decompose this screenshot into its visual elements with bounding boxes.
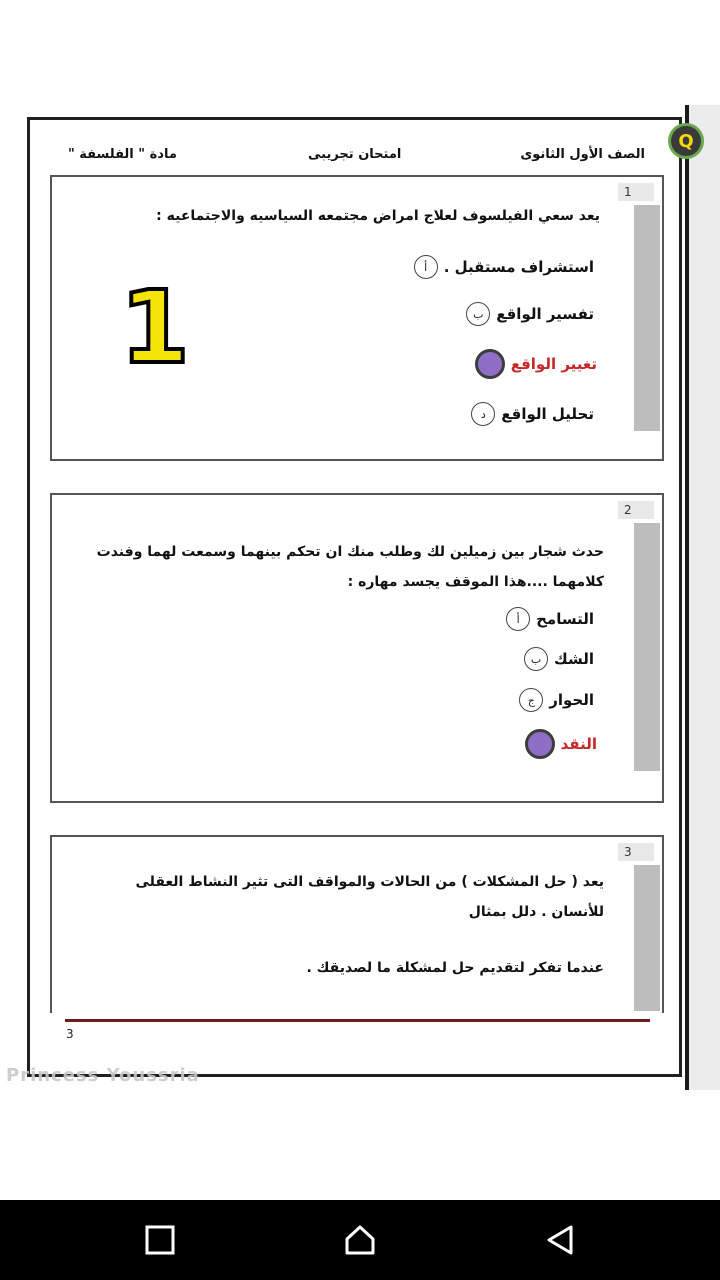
question-text: يعد سعي الفيلسوف لعلاج امراض مجتمعه السياسيه والاجتماعيه : bbox=[156, 208, 600, 224]
question-number: 1 bbox=[618, 183, 654, 201]
question-3-box bbox=[50, 835, 664, 1013]
exam-document bbox=[0, 105, 720, 1090]
option-text: تفسير الواقع bbox=[496, 305, 594, 323]
question-text-line-1: يعد ( حل المشكلات ) من الحالات والمواقف التى تثير النشاط العقلى bbox=[135, 874, 604, 890]
option-text: الشك bbox=[553, 650, 594, 668]
option-d[interactable] bbox=[471, 402, 594, 426]
navigation-bar bbox=[0, 1200, 720, 1280]
option-text: تغيير الواقع bbox=[510, 355, 597, 373]
annotation-number: 1 bbox=[120, 269, 190, 386]
selected-radio-icon bbox=[525, 729, 555, 759]
back-button[interactable] bbox=[540, 1220, 580, 1260]
option-a[interactable] bbox=[506, 607, 594, 631]
selected-radio-icon bbox=[475, 349, 505, 379]
option-c-selected[interactable] bbox=[475, 349, 597, 379]
watermark: Princess Youssria bbox=[6, 1065, 200, 1086]
option-text: استشراف مستقبل . bbox=[443, 258, 594, 276]
option-text: الحوار bbox=[549, 691, 594, 709]
option-letter: ب bbox=[466, 302, 490, 326]
option-a[interactable] bbox=[414, 255, 594, 279]
option-text: النقد bbox=[560, 735, 597, 753]
question-side-bar bbox=[634, 865, 660, 1011]
header-grade: الصف الأول الثانوى bbox=[520, 147, 645, 162]
header-subject: مادة " الفلسفة " bbox=[68, 147, 177, 162]
question-number: 2 bbox=[618, 501, 654, 519]
square-icon bbox=[144, 1224, 176, 1256]
question-side-bar bbox=[634, 523, 660, 771]
answer-text: عندما تفكر لتقديم حل لمشكلة ما لصديقك . bbox=[306, 960, 604, 976]
question-2-box bbox=[50, 493, 664, 803]
page-edge bbox=[685, 105, 720, 1090]
option-letter: د bbox=[471, 402, 495, 426]
option-letter: ج bbox=[519, 688, 543, 712]
question-text-line-1: حدث شجار بين زميلين لك وطلب منك ان تحكم بينهما وسمعت لهما وفندت bbox=[96, 544, 604, 560]
option-letter: أ bbox=[506, 607, 530, 631]
question-number: 3 bbox=[618, 843, 654, 861]
option-c[interactable] bbox=[519, 688, 594, 712]
option-letter: ب bbox=[524, 647, 548, 671]
option-b[interactable] bbox=[466, 302, 594, 326]
option-d-selected[interactable] bbox=[525, 729, 597, 759]
header-exam: امتحان تجريبى bbox=[308, 147, 402, 162]
option-text: تحليل الواقع bbox=[501, 405, 594, 423]
home-button[interactable] bbox=[340, 1220, 380, 1260]
back-triangle-icon bbox=[543, 1223, 577, 1257]
option-text: التسامح bbox=[536, 610, 594, 628]
logo-icon: Q bbox=[668, 123, 704, 159]
question-text-line-2: للأنسان . دلل بمثال bbox=[468, 904, 604, 920]
option-letter: أ bbox=[414, 255, 438, 279]
page-number: 3 bbox=[66, 1027, 74, 1041]
question-side-bar bbox=[634, 205, 660, 431]
home-icon bbox=[343, 1223, 377, 1257]
option-b[interactable] bbox=[524, 647, 594, 671]
question-text-line-2: كلامهما ....هذا الموقف يجسد مهاره : bbox=[347, 574, 604, 590]
footer-rule bbox=[65, 1019, 650, 1022]
recent-apps-button[interactable] bbox=[140, 1220, 180, 1260]
